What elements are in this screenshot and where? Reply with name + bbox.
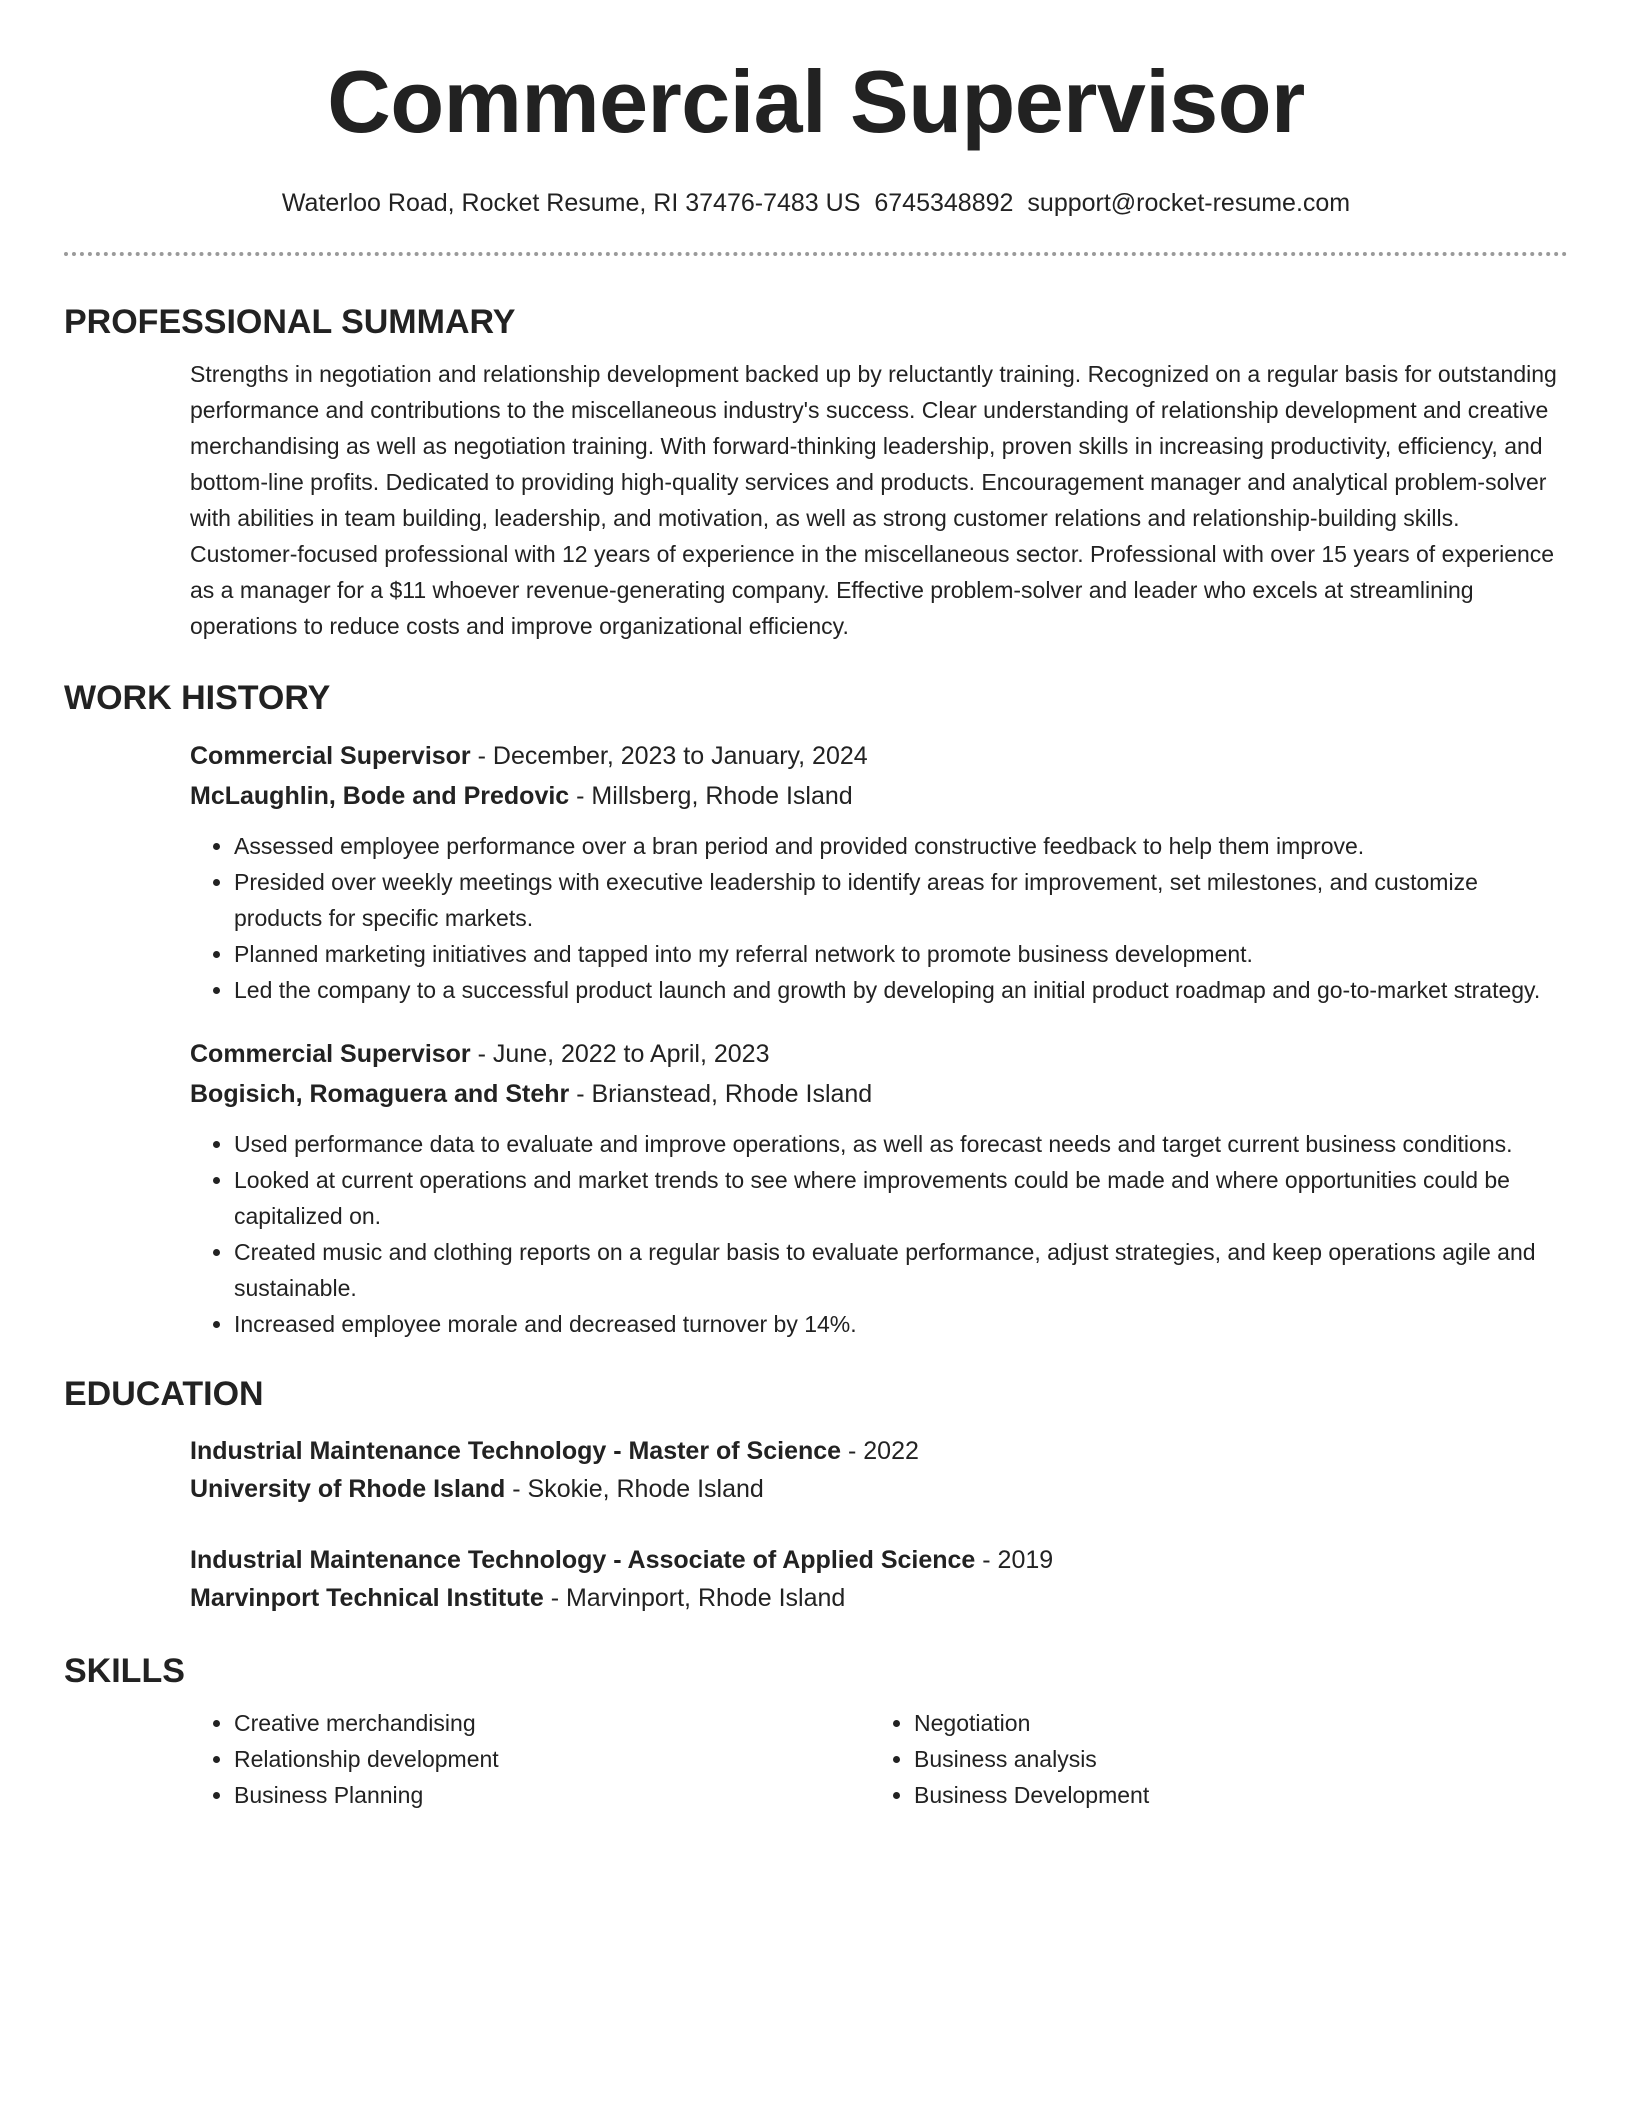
job-location: - Brianstead, Rhode Island [569, 1080, 873, 1108]
list-item: • Presided over weekly meetings with executive leadership to identify areas for improvement, set milestones, and customize products for specific markets. [234, 864, 1568, 936]
list-item: • Assessed employee performance over a bran period and provided constructive feedback to help them improve. [234, 828, 1568, 864]
resume-name: Commercial Supervisor [327, 52, 1305, 151]
job-role: Commercial Supervisor [190, 742, 471, 770]
education-entry [190, 1432, 1568, 1508]
summary-text: Strengths in negotiation and relationship development backed up by reluctantly training. Recognized on a regular basis for outstanding performance and contributions to the miscellaneous industry's success. Clear understanding of relationship development and creative merchandising as well as negotiation training. With forward-thinking leadership, proven skills in increasing productivity, efficiency, and bottom-line profits. Dedicated to providing high-quality services and products. Encouragement manager and analytical problem-solver with abilities in team building, leadership, and motivation, as well as strong customer relations and relationship-building skills. Customer-focused professional with 12 years of experience in the miscellaneous sector. Professional with over 15 years of experience as a manager for a $11 whoever revenue-generating company. Effective problem-solver and leader who excels at streamlining operations to reduce costs and improve organizational efficiency. [190, 361, 1557, 639]
list-item: • Negotiation [914, 1705, 1550, 1741]
contact-phone: 6745348892 [874, 189, 1014, 217]
education-location: - Skokie, Rhode Island [505, 1475, 764, 1503]
contact-address: Waterloo Road, Rocket Resume, RI 37476-7483 US [281, 189, 861, 217]
list-item: • Creative merchandising [234, 1705, 870, 1741]
list-item: • Business Planning [234, 1777, 870, 1813]
list-item: • Increased employee morale and decreased turnover by 14%. [234, 1306, 1568, 1342]
education-degree: Industrial Maintenance Technology - Master of Science [190, 1437, 842, 1465]
education-school: University of Rhode Island [190, 1475, 506, 1503]
job-title-line [190, 736, 1568, 776]
education-degree: Industrial Maintenance Technology - Associate of Applied Science [190, 1546, 976, 1574]
skills-list [870, 1705, 1550, 1813]
resume-page [64, 0, 1568, 1813]
job-entry [190, 1034, 1568, 1342]
job-company: Bogisich, Romaguera and Stehr [190, 1080, 570, 1108]
job-location: - Millsberg, Rhode Island [569, 782, 853, 810]
education-school: Marvinport Technical Institute [190, 1584, 544, 1612]
list-item: • Created music and clothing reports on a regular basis to evaluate performance, adjust strategies, and keep operations agile and sustainable. [234, 1234, 1568, 1306]
education-school-line [190, 1470, 1568, 1508]
summary-block [190, 356, 1568, 644]
education-year: - 2022 [841, 1437, 919, 1465]
list-item: • Looked at current operations and market trends to see where improvements could be made and where opportunities could be capitalized on. [234, 1162, 1568, 1234]
header-divider [64, 252, 1568, 256]
list-item: • Business Development [914, 1777, 1550, 1813]
list-item: • Used performance data to evaluate and improve operations, as well as forecast needs and target current business conditions. [234, 1126, 1568, 1162]
job-dates: - December, 2023 to January, 2024 [470, 742, 868, 770]
job-company: McLaughlin, Bode and Predovic [190, 782, 570, 810]
job-role: Commercial Supervisor [190, 1040, 471, 1068]
skills-heading: SKILLS [64, 1652, 185, 1690]
education-heading: EDUCATION [64, 1375, 264, 1413]
list-item: • Business analysis [914, 1741, 1550, 1777]
contact-email: support@rocket-resume.com [1027, 189, 1351, 217]
contact-line [64, 188, 1568, 218]
job-company-line [190, 776, 1568, 816]
education-degree-line [190, 1541, 1568, 1579]
skills-grid [190, 1705, 1568, 1813]
skills-list [190, 1705, 870, 1813]
list-item: • Planned marketing initiatives and tapped into my referral network to promote business development. [234, 936, 1568, 972]
job-title-line [190, 1034, 1568, 1074]
education-school-line [190, 1579, 1568, 1617]
list-item: • Led the company to a successful product launch and growth by developing an initial product roadmap and go-to-market strategy. [234, 972, 1568, 1008]
education-location: - Marvinport, Rhode Island [543, 1584, 846, 1612]
skills-column-right [870, 1705, 1550, 1813]
job-dates: - June, 2022 to April, 2023 [470, 1040, 770, 1068]
work-history-heading: WORK HISTORY [64, 679, 331, 717]
job-entry [190, 736, 1568, 1008]
education-degree-line [190, 1432, 1568, 1470]
education-entry [190, 1541, 1568, 1617]
list-item: • Relationship development [234, 1741, 870, 1777]
job-bullets [190, 828, 1568, 1008]
job-company-line [190, 1074, 1568, 1114]
summary-heading: PROFESSIONAL SUMMARY [64, 303, 516, 341]
job-bullets [190, 1126, 1568, 1342]
skills-column-left [190, 1705, 870, 1813]
education-year: - 2019 [975, 1546, 1054, 1574]
